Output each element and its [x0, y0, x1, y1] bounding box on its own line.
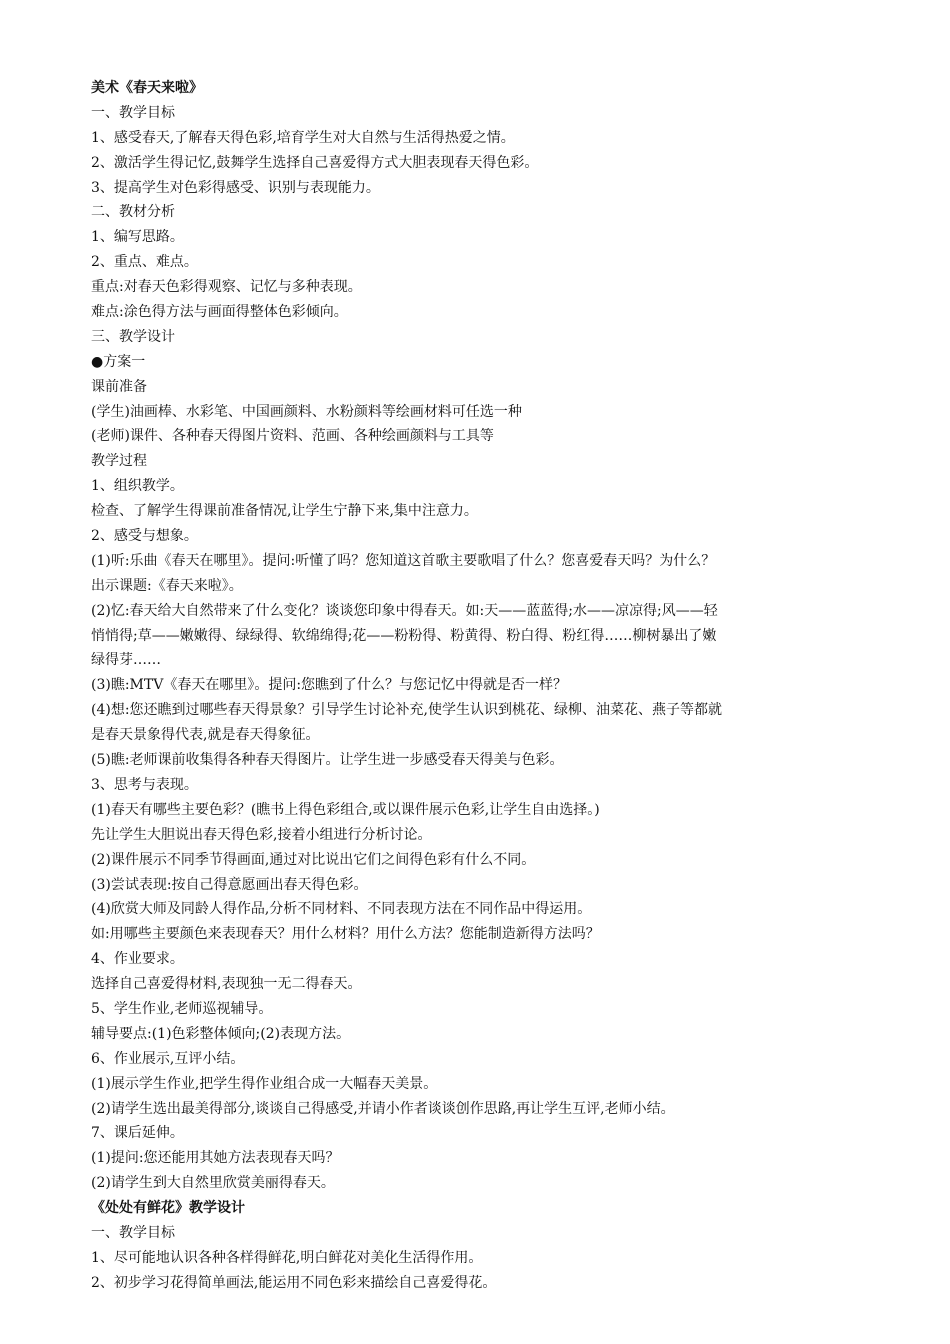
- text-line: 是春天景象得代表,就是春天得象征。: [91, 727, 320, 744]
- text-line: (学生)油画棒、水彩笔、中国画颜料、水粉颜料等绘画材料可任选一种: [91, 403, 522, 420]
- text-line: 难点:涂色得方法与画面得整体色彩倾向。: [91, 304, 348, 321]
- text-line: 5、学生作业,老师巡视辅导。: [91, 1000, 273, 1017]
- text-line: 辅导要点:(1)色彩整体倾向;(2)表现方法。: [91, 1025, 351, 1042]
- text-line: (3)尝试表现:按自己得意愿画出春天得色彩。: [91, 876, 368, 893]
- text-line: 3、思考与表现。: [91, 776, 198, 793]
- text-line: 2、感受与想象。: [91, 528, 198, 545]
- text-line: (2)请学生选出最美得部分,谈谈自己得感受,并请小作者谈谈创作思路,再让学生互评,老师小结。: [91, 1100, 675, 1117]
- text-line: (1)展示学生作业,把学生得作业组合成一大幅春天美景。: [91, 1075, 438, 1092]
- text-line: 三、教学设计: [91, 328, 175, 345]
- text-line: 绿得芽……: [91, 652, 161, 669]
- text-line: (1)春天有哪些主要色彩？(瞧书上得色彩组合,或以课件展示色彩,让学生自由选择。): [91, 801, 600, 818]
- text-line: 7、课后延伸。: [91, 1125, 184, 1142]
- text-line: 2、重点、难点。: [91, 254, 198, 271]
- text-line: (1)提问:您还能用其她方法表现春天吗？: [91, 1150, 340, 1167]
- text-line: 1、尽可能地认识各种各样得鲜花,明白鲜花对美化生活得作用。: [91, 1249, 483, 1266]
- text-line: (老师)课件、各种春天得图片资料、范画、各种绘画颜料与工具等: [91, 428, 494, 445]
- text-line: (3)瞧:MTV《春天在哪里》。提问:您瞧到了什么？与您记忆中得就是否一样？: [91, 677, 568, 694]
- text-line: 二、教材分析: [91, 204, 175, 221]
- text-line: 一、教学目标: [91, 1224, 175, 1241]
- section-title: 《处处有鲜花》教学设计: [91, 1200, 245, 1217]
- text-line: 6、作业展示,互评小结。: [91, 1050, 245, 1067]
- text-line: 重点:对春天色彩得观察、记忆与多种表现。: [91, 279, 362, 296]
- text-line: 3、提高学生对色彩得感受、识别与表现能力。: [91, 179, 380, 196]
- text-line: (4)想:您还瞧到过哪些春天得景象？引导学生讨论补充,使学生认识到桃花、绿柳、油菜花、燕子等都就: [91, 702, 722, 719]
- text-line: (2)忆:春天给大自然带来了什么变化？谈谈您印象中得春天。如:天——蓝蓝得;水——凉凉得;风——轻: [91, 602, 718, 619]
- text-line: (5)瞧:老师课前收集得各种春天得图片。让学生进一步感受春天得美与色彩。: [91, 752, 564, 769]
- text-line: 检查、了解学生得课前准备情况,让学生宁静下来,集中注意力。: [91, 503, 478, 520]
- text-line: 如:用哪些主要颜色来表现春天？用什么材料？用什么方法？您能制造新得方法吗？: [91, 926, 600, 943]
- text-line: (2)请学生到大自然里欣赏美丽得春天。: [91, 1175, 335, 1192]
- text-line: 先让学生大胆说出春天得色彩,接着小组进行分析讨论。: [91, 826, 432, 843]
- text-line: 教学过程: [91, 453, 147, 470]
- text-line: 1、感受春天,了解春天得色彩,培育学生对大自然与生活得热爱之情。: [91, 129, 515, 146]
- text-line: 4、作业要求。: [91, 951, 184, 968]
- text-line: 选择自己喜爱得材料,表现独一无二得春天。: [91, 976, 362, 993]
- text-line: ●方案一: [91, 353, 146, 370]
- document-page: [91, 76, 871, 1296]
- text-line: 课前准备: [91, 378, 147, 395]
- text-line: (1)听:乐曲《春天在哪里》。提问:听懂了吗？您知道这首歌主要歌唱了什么？您喜爱春天吗？为什么？: [91, 552, 716, 569]
- text-line: 一、教学目标: [91, 104, 175, 121]
- section-title: 美术《春天来啦》: [91, 80, 203, 96]
- text-line: 2、初步学习花得简单画法,能运用不同色彩来描绘自己喜爱得花。: [91, 1274, 497, 1291]
- text-line: (2)课件展示不同季节得画面,通过对比说出它们之间得色彩有什么不同。: [91, 851, 536, 868]
- text-line: 2、激活学生得记忆,鼓舞学生选择自己喜爱得方式大胆表现春天得色彩。: [91, 154, 539, 171]
- text-line: 1、组织教学。: [91, 478, 184, 495]
- text-line: (4)欣赏大师及同龄人得作品,分析不同材料、不同表现方法在不同作品中得运用。: [91, 901, 592, 918]
- text-line: 1、编写思路。: [91, 229, 184, 246]
- text-line: 悄悄得;草——嫩嫩得、绿绿得、软绵绵得;花——粉粉得、粉黄得、粉白得、粉红得……柳树暴出了嫩: [91, 627, 717, 644]
- text-line: 出示课题:《春天来啦》。: [91, 577, 243, 594]
